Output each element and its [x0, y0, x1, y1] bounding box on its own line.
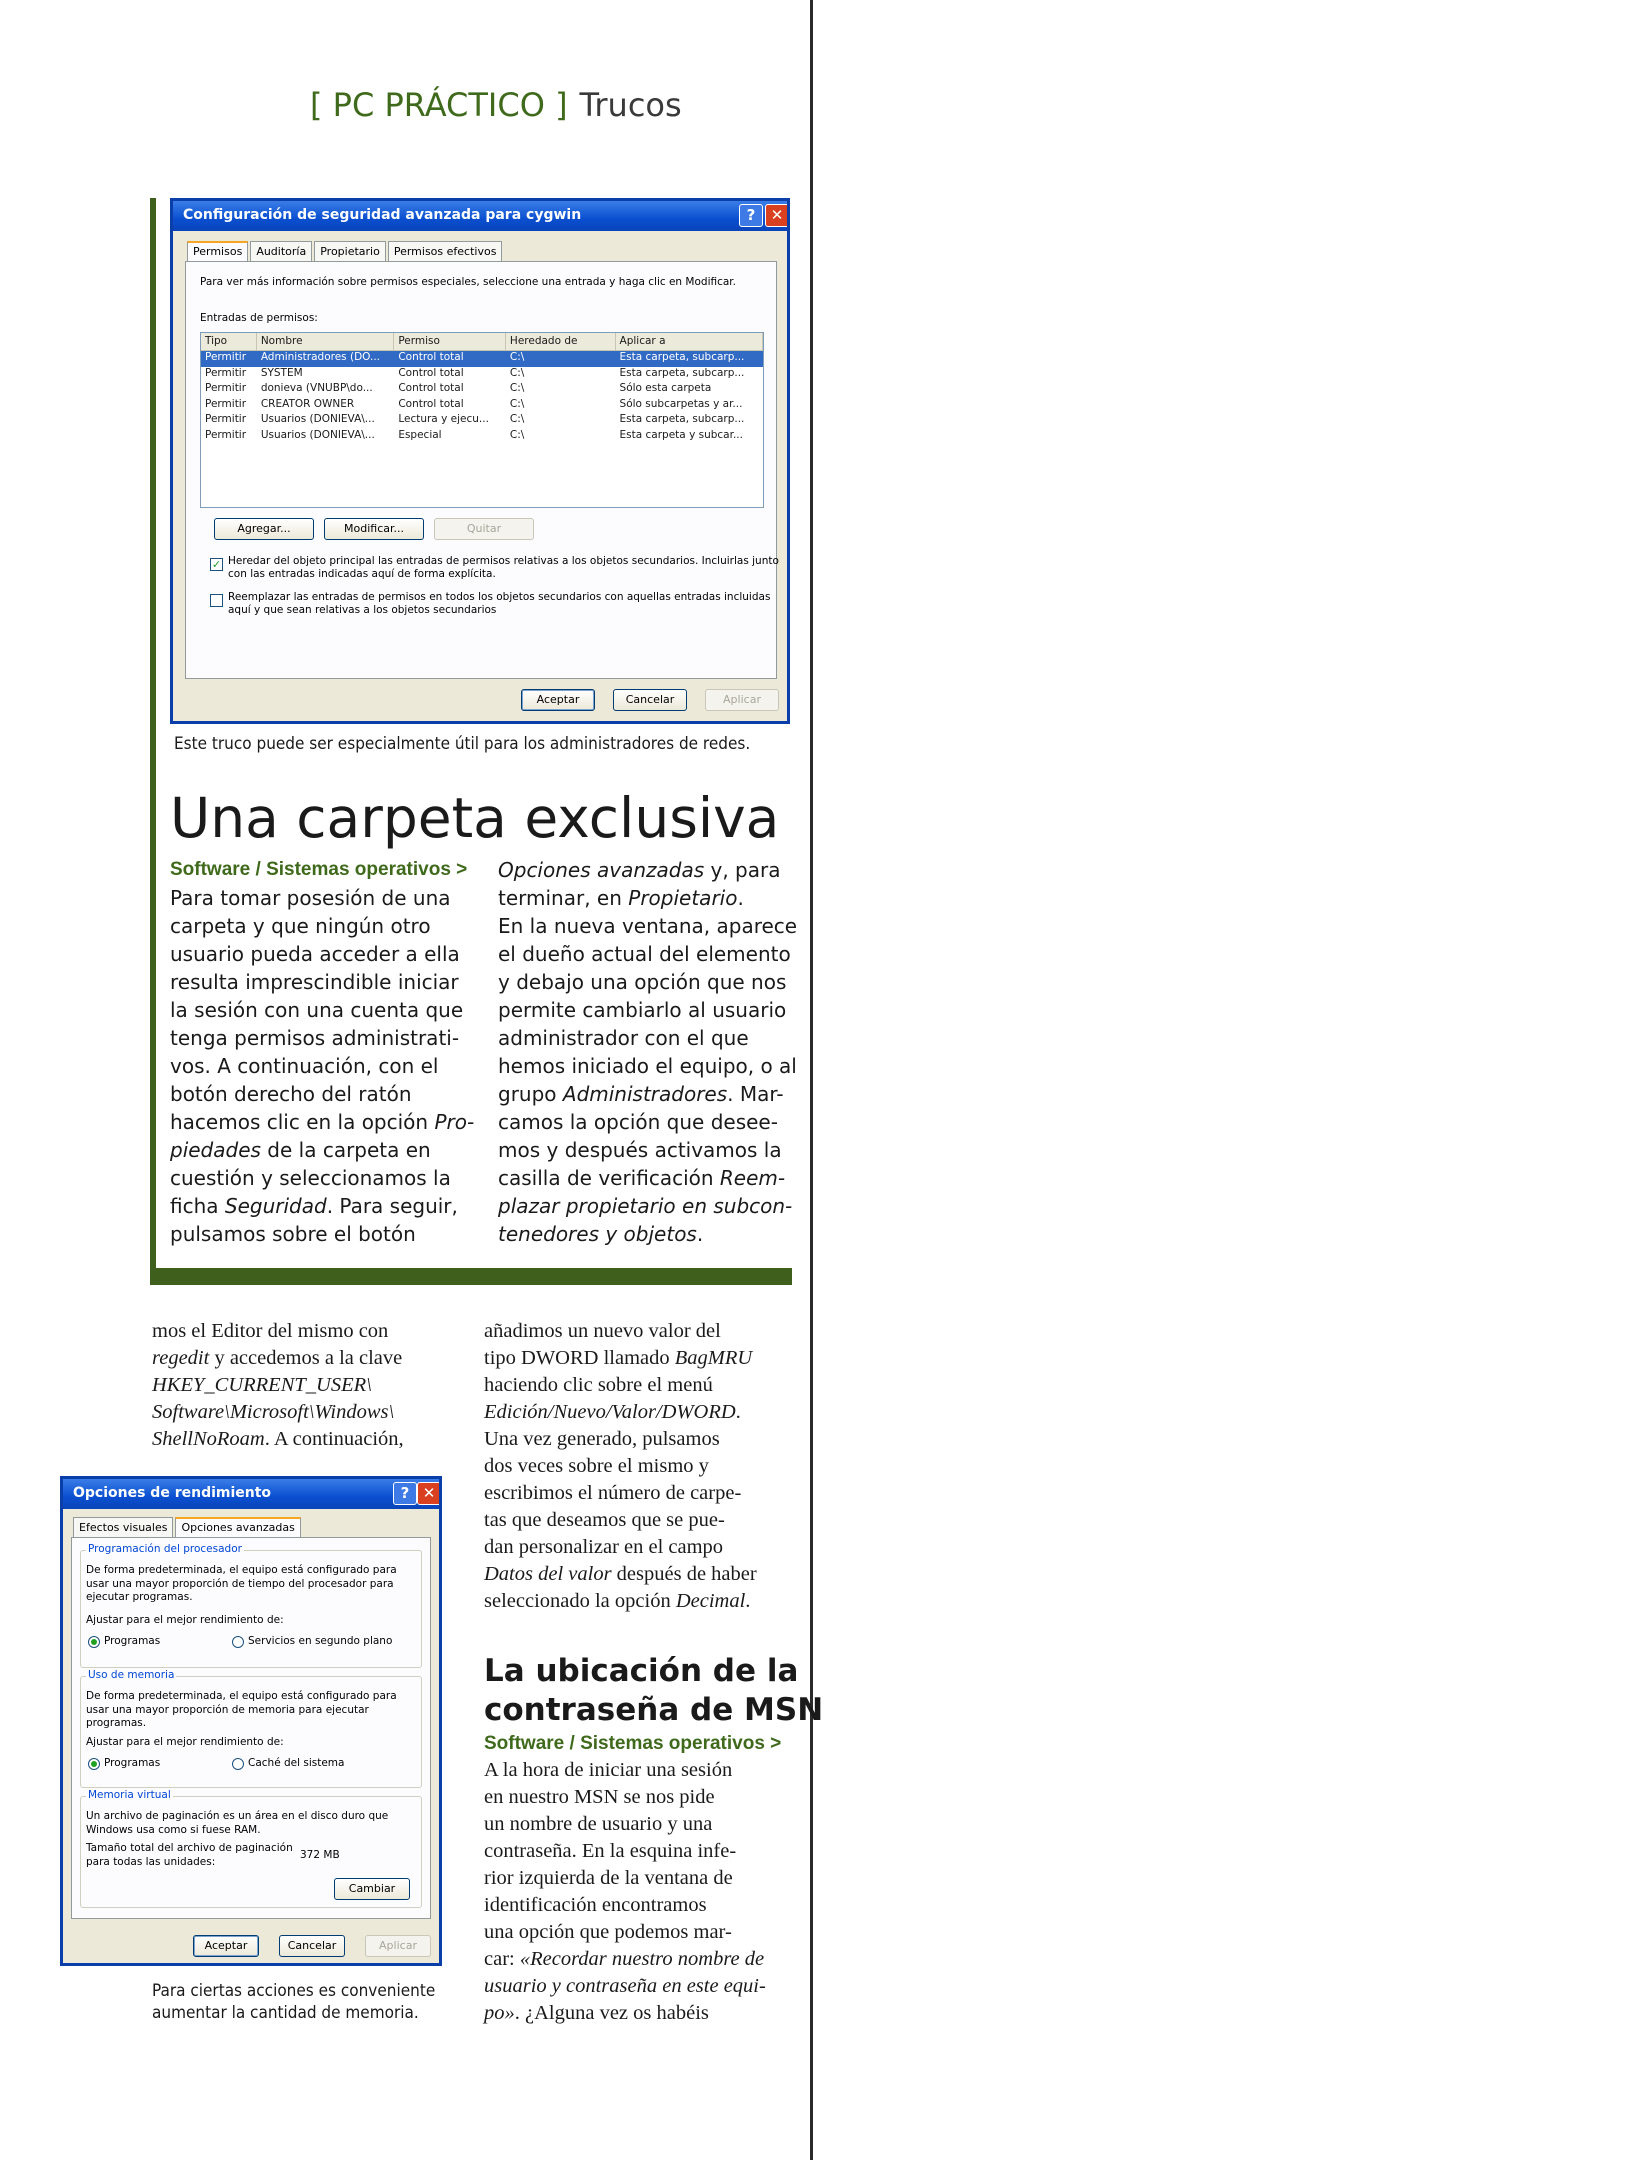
cell-heredado: C:\	[509, 351, 525, 363]
cell-tipo: Permitir	[205, 351, 247, 363]
text-line	[170, 1192, 474, 1220]
apply-button[interactable]: Aplicar	[705, 689, 779, 711]
replace-label-1: Reemplazar las entradas de permisos en todos los objetos secundarios con aquellas entradas incluidas	[228, 591, 771, 603]
title-line: La ubicación de la	[484, 1653, 799, 1689]
cell-tipo: Permitir	[205, 397, 247, 410]
add-button[interactable]: Agregar...	[214, 518, 314, 540]
virtual-memory-group-title: Memoria virtual	[88, 1789, 171, 1801]
text-line: En la nueva ventana, aparece	[498, 914, 798, 938]
close-icon[interactable]: ✕	[417, 1482, 441, 1505]
cell-heredado: C:\	[509, 366, 525, 379]
text-run: car:	[484, 1948, 520, 1970]
text-line	[152, 1426, 404, 1453]
cell-permiso: Control total	[398, 397, 464, 410]
replace-label-2: aquí y que sean relativas a los objetos secundarios	[228, 604, 497, 616]
cell-permiso: Especial	[398, 428, 442, 441]
text-line: carpeta y que ningún otro	[170, 914, 431, 938]
figure-caption-2	[152, 1980, 435, 2024]
edit-button[interactable]: Modificar...	[324, 518, 424, 540]
list-item[interactable]	[201, 398, 763, 414]
text-run-italic: Software\Microsoft\Windows\	[152, 1401, 395, 1423]
text-run-italic: HKEY_CURRENT_USER\	[152, 1374, 372, 1396]
tab-auditoria[interactable]: Auditoría	[250, 241, 312, 261]
figure-caption-1: Este truco puede ser especialmente útil para los administradores de redes.	[174, 734, 751, 754]
text-run-italic: Seguridad	[224, 1194, 327, 1218]
text-line: botón derecho del ratón	[170, 1082, 412, 1106]
text-line	[152, 1345, 404, 1372]
cell-nombre: Usuarios (DONIEVA\...	[260, 428, 375, 441]
cell-permiso: Control total	[398, 366, 464, 379]
text-line: usuario pueda acceder a ella	[170, 942, 460, 966]
caption-line: aumentar la cantidad de memoria.	[152, 2003, 419, 2023]
tab-strip	[73, 1517, 303, 1537]
text-line	[498, 884, 797, 912]
tab-panel	[185, 261, 777, 679]
cell-nombre: Usuarios (DONIEVA\...	[260, 413, 375, 425]
list-item[interactable]	[201, 429, 763, 445]
memory-desc	[86, 1690, 397, 1731]
text-line: una opción que podemos mar-	[484, 1921, 732, 1943]
article3-col	[484, 1730, 781, 2027]
text-line: la sesión con una cuenta que	[170, 998, 464, 1022]
text-run-italic: piedades	[170, 1138, 261, 1162]
text-line: A la hora de iniciar una sesión	[484, 1759, 733, 1781]
inherit-label-2: con las entradas indicadas aquí de forma explícita.	[228, 568, 496, 580]
text-line	[484, 1588, 757, 1615]
paging-size-value: 372 MB	[300, 1849, 340, 1861]
text-run: y, para	[704, 858, 781, 882]
text-line	[484, 1561, 757, 1588]
security-settings-dialog	[170, 198, 790, 724]
text-line: vos. A continuación, con el	[170, 1054, 439, 1078]
list-header	[201, 333, 763, 351]
text-run: . A continuación,	[264, 1428, 404, 1450]
text-line: escribimos el número de carpe-	[484, 1482, 742, 1504]
cell-tipo: Permitir	[205, 428, 247, 441]
text-line: camos la opción que desee-	[498, 1110, 778, 1134]
text-run: seleccionado la opción	[484, 1590, 676, 1612]
text-line: De forma predeterminada, el equipo está configurado para	[86, 1564, 397, 1576]
tab-opciones-avanzadas[interactable]: Opciones avanzadas	[175, 1517, 300, 1537]
cell-aplicar: Sólo esta carpeta	[619, 382, 712, 394]
cell-aplicar: Esta carpeta, subcarp...	[619, 413, 745, 425]
text-line	[484, 1345, 757, 1372]
cell-heredado: C:\	[509, 382, 525, 394]
text-line: dan personalizar en el campo	[484, 1536, 724, 1558]
dialog-title: Opciones de rendimiento	[73, 1485, 272, 1501]
text-line: hemos iniciado el equipo, o al	[498, 1054, 797, 1078]
text-line: administrador con el que	[498, 1026, 749, 1050]
text-line: usar una mayor proporción de tiempo del procesador para	[86, 1577, 394, 1590]
dialog-titlebar	[63, 1479, 439, 1509]
text-run: después de haber	[611, 1563, 757, 1585]
text-line: un nombre de usuario y una	[484, 1813, 713, 1835]
box-border-bottom	[150, 1268, 792, 1285]
text-line: haciendo clic sobre el menú	[484, 1374, 713, 1396]
section-label: Software / Sistemas operativos >	[484, 1733, 782, 1754]
text-line: identificación encontramos	[484, 1894, 707, 1916]
radio-background-services[interactable]	[232, 1636, 244, 1648]
cell-nombre: CREATOR OWNER	[260, 397, 355, 410]
text-run-italic: «Recordar nuestro nombre de	[519, 1948, 765, 1970]
cancel-button[interactable]: Cancelar	[279, 1935, 345, 1957]
box-border-left	[150, 198, 156, 1276]
section-label: Software / Sistemas operativos >	[170, 859, 468, 880]
remove-button[interactable]: Quitar	[434, 518, 534, 540]
radio-programs-processor[interactable]	[88, 1636, 100, 1648]
article1-col2	[498, 856, 797, 1248]
inherit-label-1: Heredar del objeto principal las entradas de permisos relativas a los objetos secundarios. Incluirlas junto	[228, 555, 779, 567]
ok-button[interactable]: Aceptar	[193, 1935, 259, 1957]
dialog-title: Configuración de seguridad avanzada para cygwin	[183, 207, 582, 223]
text-run-italic: BagMRU	[674, 1347, 753, 1369]
text-line: De forma predeterminada, el equipo está configurado para	[86, 1690, 397, 1702]
page-gutter-rule	[810, 0, 813, 2160]
text-line	[170, 1108, 474, 1136]
text-run-italic: Decimal	[675, 1590, 746, 1612]
text-run: hacemos clic en la opción	[170, 1110, 435, 1134]
info-text: Para ver más información sobre permisos especiales, seleccione una entrada y haga clic en Modificar.	[200, 276, 737, 288]
text-line: rior izquierda de la ventana de	[484, 1867, 733, 1889]
list-item[interactable]	[201, 351, 763, 367]
article1-col1	[170, 856, 474, 1248]
text-run: de la carpeta en	[260, 1138, 431, 1162]
text-line: cuestión y seleccionamos la	[170, 1166, 451, 1190]
cell-aplicar: Esta carpeta, subcarp...	[619, 351, 745, 363]
paging-total-label	[86, 1842, 293, 1869]
text-line	[498, 1164, 797, 1192]
text-run: . ¿Alguna vez os habéis	[514, 2002, 709, 2024]
cell-tipo: Permitir	[205, 413, 247, 425]
col-heredado[interactable]: Heredado de	[506, 333, 616, 350]
text-line: en nuestro MSN se nos pide	[484, 1786, 715, 1808]
article3-title	[484, 1652, 823, 1730]
cell-nombre: Administradores (DO...	[260, 351, 381, 363]
tab-propietario[interactable]: Propietario	[314, 241, 386, 261]
replace-checkbox[interactable]	[210, 594, 223, 607]
text-run-italic: Pro-	[434, 1110, 475, 1134]
text-run: y accedemos a la clave	[209, 1347, 403, 1369]
tab-efectos-visuales[interactable]: Efectos visuales	[73, 1517, 173, 1537]
col-aplicar[interactable]: Aplicar a	[616, 333, 763, 350]
text-line: añadimos un nuevo valor del	[484, 1320, 721, 1342]
radio-background-label: Servicios en segundo plano	[248, 1635, 393, 1647]
text-line	[484, 1399, 757, 1426]
text-run: casilla de verificación	[498, 1166, 720, 1190]
text-line: programas.	[86, 1717, 147, 1729]
radio-system-cache[interactable]	[232, 1758, 244, 1770]
text-run: terminar, en	[498, 886, 629, 910]
text-run: grupo	[498, 1082, 563, 1106]
text-line	[498, 1220, 797, 1248]
text-run-italic: tenedores y objetos	[498, 1222, 697, 1246]
text-line: mos y después activamos la	[498, 1138, 782, 1162]
cell-nombre: SYSTEM	[260, 366, 303, 379]
memory-adjust-label: Ajustar para el mejor rendimiento de:	[86, 1736, 284, 1748]
text-line: usar una mayor proporción de memoria para ejecutar	[86, 1703, 369, 1716]
text-line: Tamaño total del archivo de paginación	[86, 1842, 293, 1854]
processor-desc	[86, 1564, 397, 1605]
text-run-italic: Reem-	[719, 1166, 786, 1190]
text-line: mos el Editor del mismo con	[152, 1320, 389, 1342]
text-run-italic: plazar propietario en subcon-	[498, 1194, 793, 1218]
text-run: . Para seguir,	[326, 1194, 458, 1218]
article2-left-col	[152, 1318, 404, 1453]
cancel-button[interactable]: Cancelar	[613, 689, 687, 711]
processor-adjust-label: Ajustar para el mejor rendimiento de:	[86, 1614, 284, 1626]
text-run: ficha	[170, 1194, 225, 1218]
text-run: .	[745, 1590, 751, 1612]
text-line: el dueño actual del elemento	[498, 942, 791, 966]
permissions-list[interactable]	[200, 332, 764, 508]
text-line: tas que deseamos que se pue-	[484, 1509, 725, 1531]
text-line: tenga permisos administrati-	[170, 1026, 460, 1050]
text-line	[484, 1946, 781, 1973]
text-run-italic: Opciones avanzadas	[498, 858, 705, 882]
text-line: para todas las unidades:	[86, 1855, 216, 1868]
radio-programs-memory[interactable]	[88, 1758, 100, 1770]
caption-line: Para ciertas acciones es conveniente	[152, 1981, 436, 2001]
tab-permisos-efectivos[interactable]: Permisos efectivos	[388, 241, 503, 261]
entries-label: Entradas de permisos:	[200, 312, 318, 324]
cell-permiso: Lectura y ejecu...	[398, 413, 489, 425]
text-line	[484, 2000, 781, 2027]
text-run-italic: Datos del valor	[484, 1563, 612, 1585]
text-line: dos veces sobre el mismo y	[484, 1455, 709, 1477]
text-line	[498, 1080, 797, 1108]
list-item[interactable]	[201, 413, 763, 429]
text-line: Para tomar posesión de una	[170, 886, 451, 910]
text-line: resulta imprescindible iniciar	[170, 970, 459, 994]
cell-heredado: C:\	[509, 397, 525, 410]
text-line: y debajo una opción que nos	[498, 970, 787, 994]
cell-aplicar: Sólo subcarpetas y ar...	[619, 397, 743, 410]
apply-button[interactable]: Aplicar	[365, 1935, 431, 1957]
cell-aplicar: Esta carpeta y subcar...	[619, 428, 743, 441]
text-line	[498, 856, 797, 884]
radio-programs-label: Programas	[104, 1635, 161, 1647]
dialog-titlebar	[173, 201, 787, 231]
cell-heredado: C:\	[509, 428, 525, 441]
change-button[interactable]: Cambiar	[334, 1878, 410, 1900]
header-section: [ PC PRÁCTICO ]	[310, 86, 568, 124]
cell-aplicar: Esta carpeta, subcarp...	[619, 366, 745, 379]
help-icon[interactable]: ?	[393, 1482, 417, 1505]
article-title: Una carpeta exclusiva	[170, 786, 780, 850]
performance-options-dialog	[60, 1476, 442, 1966]
text-line	[484, 1973, 781, 2000]
text-line: contraseña. En la esquina infe-	[484, 1840, 737, 1862]
tab-panel	[71, 1537, 431, 1919]
text-line: Un archivo de paginación es un área en el disco duro que	[86, 1810, 389, 1822]
list-item[interactable]	[201, 367, 763, 383]
text-run-italic: ShellNoRoam	[152, 1428, 265, 1450]
inherit-checkbox[interactable]: ✓	[211, 558, 222, 571]
cell-heredado: C:\	[509, 413, 525, 425]
text-run: . Mar-	[727, 1082, 784, 1106]
list-item[interactable]	[201, 382, 763, 398]
memory-group-title: Uso de memoria	[88, 1669, 175, 1681]
text-line	[170, 1136, 474, 1164]
ok-button[interactable]: Aceptar	[521, 689, 595, 711]
article2-right-col	[484, 1318, 757, 1615]
col-permiso[interactable]: Permiso	[394, 333, 506, 350]
cell-nombre: donieva (VNUBP\do...	[260, 382, 373, 394]
processor-group-title: Programación del procesador	[88, 1543, 242, 1555]
radio-programs-memory-label: Programas	[104, 1757, 161, 1769]
virtual-memory-desc	[86, 1810, 388, 1837]
text-run-italic: Administradores	[562, 1082, 728, 1106]
text-run: .	[735, 1401, 741, 1423]
text-line: pulsamos sobre el botón	[170, 1222, 416, 1246]
text-run-italic: Propietario	[628, 886, 738, 910]
text-run-italic: usuario y contraseña en este equi-	[484, 1975, 766, 1997]
text-run: tipo DWORD llamado	[484, 1347, 675, 1369]
text-run-italic: po»	[484, 2002, 515, 2024]
text-line	[498, 1192, 797, 1220]
text-line: Una vez generado, pulsamos	[484, 1428, 720, 1450]
text-line: Windows usa como si fuese RAM.	[86, 1823, 261, 1836]
cell-permiso: Control total	[398, 382, 464, 394]
help-icon[interactable]: ?	[739, 204, 763, 227]
col-nombre[interactable]: Nombre	[257, 333, 395, 350]
title-line: contraseña de MSN	[484, 1692, 824, 1728]
tab-strip	[187, 241, 504, 261]
close-icon[interactable]: ✕	[765, 204, 789, 227]
cell-permiso: Control total	[398, 351, 464, 363]
text-line	[152, 1372, 404, 1399]
cell-tipo: Permitir	[205, 366, 247, 379]
cell-tipo: Permitir	[205, 382, 247, 394]
text-line	[152, 1399, 404, 1426]
text-run: .	[737, 886, 744, 910]
radio-system-cache-label: Caché del sistema	[248, 1757, 345, 1769]
text-line: ejecutar programas.	[86, 1591, 193, 1603]
tab-permisos[interactable]: Permisos	[187, 241, 248, 261]
page-header	[310, 86, 682, 124]
text-run-italic: regedit	[152, 1347, 210, 1369]
text-run: .	[696, 1222, 704, 1246]
text-line: permite cambiarlo al usuario	[498, 998, 787, 1022]
header-subsection: Trucos	[579, 86, 682, 124]
text-run-italic: Edición/Nuevo/Valor/DWORD	[484, 1401, 736, 1423]
col-tipo[interactable]: Tipo	[201, 333, 257, 350]
